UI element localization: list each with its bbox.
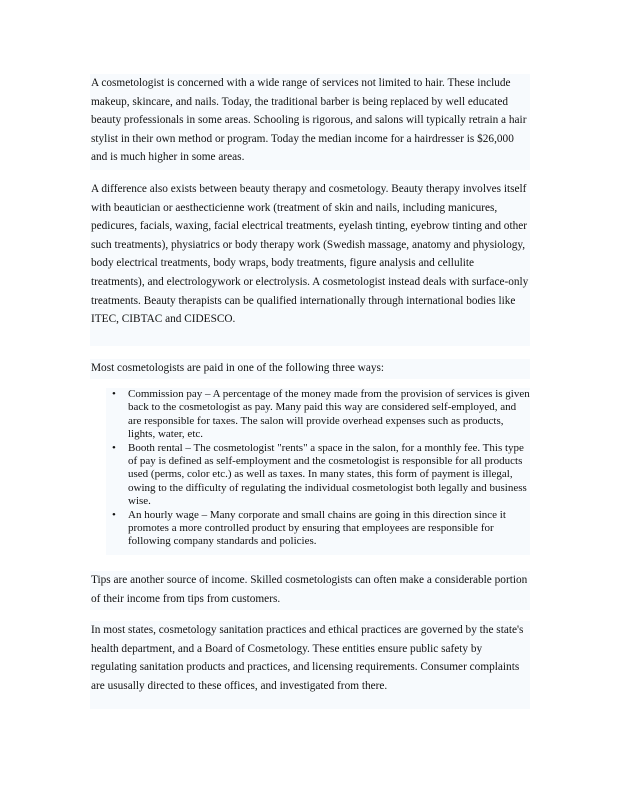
paragraph-tips-income: Tips are another source of income. Skilled cosmetologists can often make a considerable portion of their income from tips from customers. [90, 571, 530, 610]
paragraph-cosmetologist-services: A cosmetologist is concerned with a wide range of services not limited to hair. These include makeup, skincare, and nails. Today, the traditional barber is being replaced by well educated beauty professionals in some areas. Schooling is rigorous, and salons will typically retrain a hair stylist in their own method or program. Today the median income for a hairdresser is $26,000 and is much higher in some areas. [90, 74, 530, 170]
list-item-commission-pay [106, 388, 530, 442]
list-item-hourly-wage [106, 509, 530, 549]
bullet-icon: • [112, 388, 116, 400]
paragraph-payment-intro: Most cosmetologists are paid in one of the following three ways: [90, 359, 530, 379]
list-item-booth-rental [106, 442, 530, 509]
list-item-text: An hourly wage – Many corporate and small chains are going in this direction since it promotes a more controlled product by ensuring that employees are responsible for following company standards and policies. [128, 508, 506, 548]
list-item-text: Booth rental – The cosmetologist "rents" a space in the salon, for a monthly fee. This type of pay is defined as self-employment and the cosmetologist is responsible for all products used (perms, color etc.) as well as taxes. In many states, this form of payment is illegal, owing to the difficulty of regulating the individual cosmetologist both legally and business wise. [128, 441, 527, 508]
paragraph-beauty-therapy-difference: A difference also exists between beauty therapy and cosmetology. Beauty therapy involves itself with beautician or aesthecticienne work (treatment of skin and nails, including manicures, pedicures, facials, waxing, facial electrical treatments, eyelash tinting, eyebrow tinting and other such treatments), physiatrics or body therapy work (Swedish massage, anatomy and physiology, body electrical treatments, body wraps, body treatments, figure analysis and cellulite treatments), and electrologywork or electrolysis. A cosmetologist instead deals with surface-only treatments. Beauty therapists can be qualified internationally through international bodies like ITEC, CIBTAC and CIDESCO. [90, 180, 530, 346]
bullet-icon: • [112, 441, 116, 454]
bullet-icon: • [112, 508, 116, 521]
payment-methods-list [106, 388, 530, 555]
paragraph-sanitation-regulation: In most states, cosmetology sanitation practices and ethical practices are governed by the state's health department, and a Board of Cosmetology. These entities ensure public safety by regulating sanitation products and practices, and licensing requirements. Consumer complaints are ususally directed to these offices, and investigated from there. [90, 621, 530, 709]
list-item-text: Commission pay – A percentage of the money made from the provision of services is given back to the cosmetologist as pay. Many paid this way are considered self-employed, and are responsible for taxes. The salon will provide overhead expenses such as products, lights, water, etc. [128, 388, 530, 441]
